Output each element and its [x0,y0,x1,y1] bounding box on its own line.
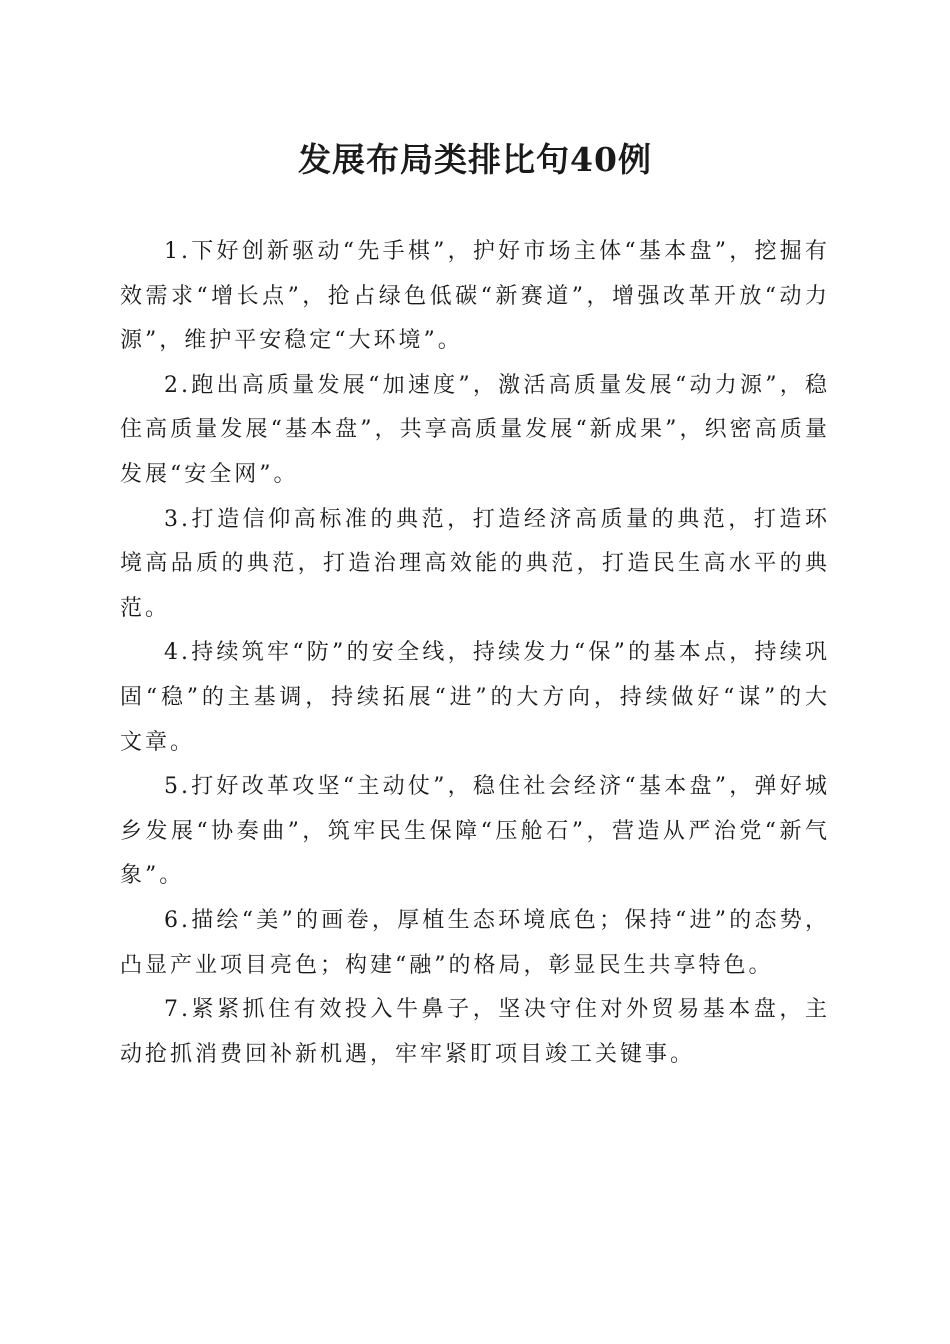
document-body [120,230,830,1077]
paragraph-3: 3.打造信仰高标准的典范，打造经济高质量的典范，打造环境高品质的典范，打造治理高效能的典范，打造民生高水平的典范。 [120,506,830,621]
page-title: 发展布局类排比句40例 [298,140,652,179]
paragraph-6: 6.描绘“美”的画卷，厚植生态环境底色；保持“进”的态势，凸显产业项目亮色；构建“融”的格局，彰显民生共享特色。 [120,907,830,978]
paragraph-5: 5.打好改革攻坚“主动仗”，稳住社会经济“基本盘”，弹好城乡发展“协奏曲”，筑牢民生保障“压舱石”，营造从严治党“新气象”。 [120,774,830,889]
paragraph-2: 2.跑出高质量发展“加速度”，激活高质量发展“动力源”，稳住高质量发展“基本盘”，共享高质量发展“新成果”，织密高质量发展“安全网”。 [120,372,830,487]
paragraph-7: 7.紧紧抓住有效投入牛鼻子，坚决守住对外贸易基本盘，主动抢抓消费回补新机遇，牢牢紧盯项目竣工关键事。 [120,997,830,1067]
paragraph-4: 4.持续筑牢“防”的安全线，持续发力“保”的基本点，持续巩固“稳”的主基调，持续拓展“进”的大方向，持续做好“谋”的大文章。 [120,640,830,755]
paragraph-1: 1.下好创新驱动“先手棋”，护好市场主体“基本盘”，挖掘有效需求“增长点”，抢占绿色低碳“新赛道”，增强改革开放“动力源”，维护平安稳定“大环境”。 [120,239,830,354]
